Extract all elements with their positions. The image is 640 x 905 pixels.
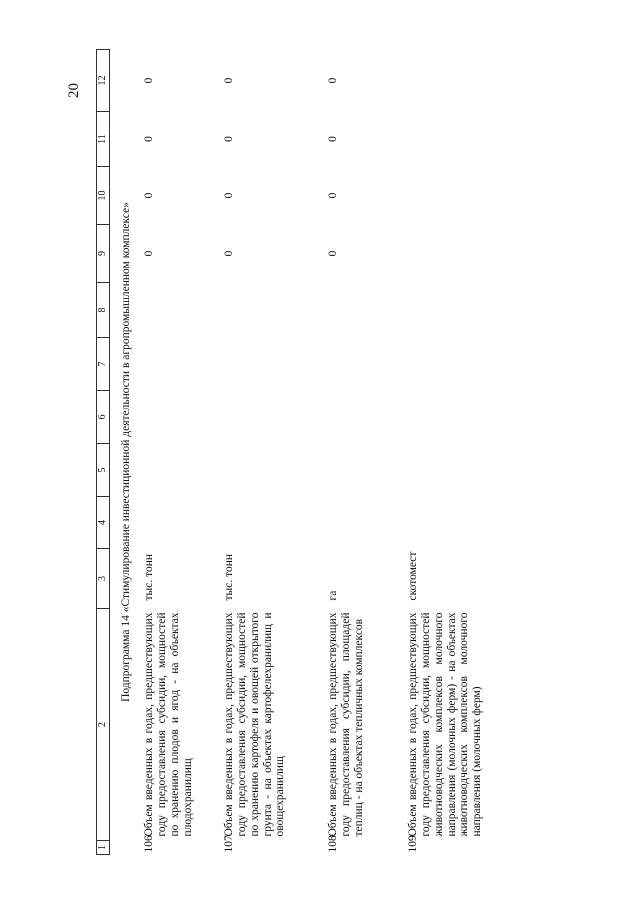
header-cell: 7 — [97, 338, 110, 391]
row-value-col9: 0 — [142, 250, 155, 257]
indicators-table — [96, 49, 511, 855]
header-cell: 4 — [97, 497, 110, 549]
row-value-col12: 0 — [326, 77, 339, 84]
row-unit: га — [326, 590, 339, 601]
subprogram-title: Подпрограмма 14 «Стимулирование инвестиционной деятельности в агропромышленном комплексе» — [120, 202, 132, 702]
row-number: 108. — [326, 832, 339, 853]
header-cell: 11 — [97, 112, 110, 167]
row-value-col10: 0 — [222, 192, 235, 199]
header-cell: 1 — [97, 841, 110, 855]
table-row — [325, 50, 405, 855]
row-value-col10 — [405, 167, 511, 225]
row-value-col9 — [405, 225, 511, 283]
row-value-col9: 0 — [326, 250, 339, 257]
row-value-col12: 0 — [142, 77, 155, 84]
row-indicator-text: Объем введенных в годах, предшествующих году предоставления субсидии, мощностей животноводческих комплексов молочного направления (молочных ферм) - на объектах животноводческих комплексов молочного направления (молочных ферм) — [406, 612, 484, 837]
row-indicator-text: Объем введенных в годах, предшествующих году предоставления субсидии, мощностей по хранению плодов и ягод - на объектах плодохранилищ — [142, 612, 194, 837]
page-number: 20 — [66, 83, 82, 98]
row-indicator-text: Объем введенных в годах, предшествующих году предоставления субсидии, мощностей по хранению картофеля и овощей открытого грунта - на объектах картофелехранилищ и овощехранилищ — [222, 612, 287, 837]
row-value-col11: 0 — [222, 136, 235, 142]
row-unit: тыс. тонн — [222, 553, 235, 601]
row-value-col12 — [405, 50, 511, 112]
header-row — [97, 50, 110, 855]
table-row — [141, 50, 221, 855]
row-value-col11: 0 — [326, 136, 339, 142]
row-number: 107. — [222, 832, 235, 853]
row-value-col10: 0 — [142, 192, 155, 199]
header-cell: 5 — [97, 444, 110, 497]
header-cell: 2 — [97, 609, 110, 841]
row-unit: тыс. тонн — [142, 553, 155, 601]
row-number: 106. — [142, 832, 155, 853]
row-value-col11 — [405, 112, 511, 167]
row-indicator-text: Объем введенных в годах, предшествующих году предоставления субсидии, площадей теплиц - на объектах тепличных комплексов — [326, 612, 365, 837]
subprogram-row — [110, 50, 141, 855]
row-unit: скотомест — [406, 551, 419, 601]
table-row — [405, 50, 511, 855]
header-cell: 12 — [97, 50, 110, 112]
row-value-col12: 0 — [222, 77, 235, 84]
header-cell: 10 — [97, 167, 110, 225]
row-value-col11: 0 — [142, 136, 155, 142]
table-row — [221, 50, 325, 855]
header-cell: 3 — [97, 549, 110, 609]
row-value-col9: 0 — [222, 250, 235, 257]
row-number: 109. — [406, 832, 419, 853]
header-cell: 9 — [97, 225, 110, 283]
rotated-table-page — [96, 50, 488, 855]
header-cell: 8 — [97, 283, 110, 338]
row-value-col10: 0 — [326, 192, 339, 199]
header-cell: 6 — [97, 391, 110, 444]
